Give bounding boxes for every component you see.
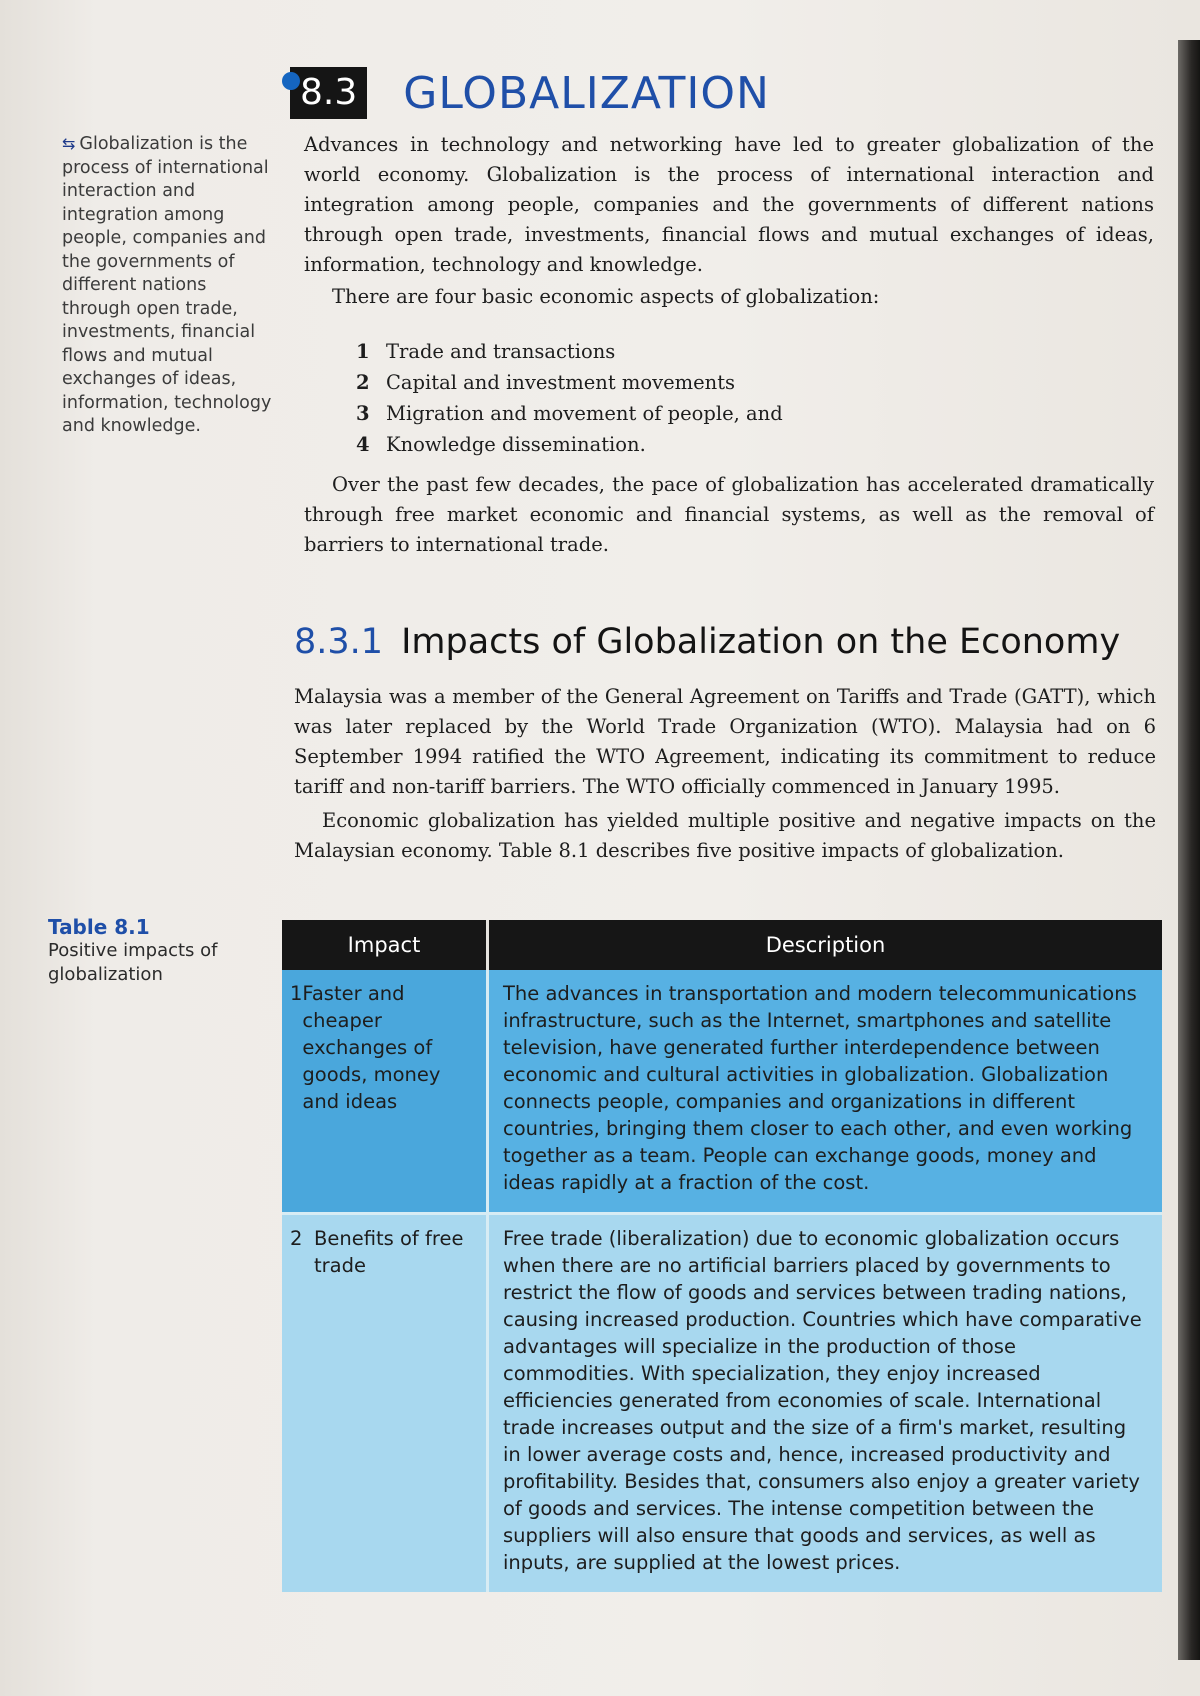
margin-note-text: Globalization is the process of international interaction and integration among people, companies and the governments of different nations through open trade, investments, financial flows and mutual exchanges of ideas, information, technology and knowledge.	[62, 134, 272, 436]
section-number: 8.3	[290, 67, 367, 119]
description-cell: The advances in transportation and modern telecommunications infrastructure, such as the Internet, smartphones and satellite television, have generated further interdependence between economic and cultural activities in globalization. Globalization connects people, companies and organizations in different countries, bringing them closer to each other, and even working together as a team. People can exchange goods, money and ideas rapidly at a fraction of the cost.	[489, 970, 1162, 1212]
impact-cell: 2 Benefits of free trade	[282, 1215, 489, 1592]
subsection-title: Impacts of Globalization on the Economy	[401, 622, 1121, 662]
bullet-dot-icon	[282, 72, 300, 90]
table-row	[282, 1212, 1162, 1592]
description-cell: Free trade (liberalization) due to economic globalization occurs when there are no artificial barriers placed by governments to restrict the flow of goods and services between trading nations, causing increased production. Countries which have comparative advantages will specialize in the production of those commodities. With specialization, they enjoy increased efficiencies generated from economies of scale. International trade increases output and the size of a firm's market, resulting in lower average costs and, hence, increased productivity and profitability. Besides that, consumers also enjoy a greater variety of goods and services. The intense competition between the suppliers will also ensure that goods and services, as well as inputs, are supplied at the lowest prices.	[503, 1227, 1142, 1574]
subsection-paragraph-2: Economic globalization has yielded multiple positive and negative impacts on the Malaysian economy. Table 8.1 describes five positive impacts of globalization.	[294, 809, 1156, 862]
table-header	[282, 920, 1162, 970]
table-caption	[48, 915, 258, 987]
list-item: 4 Knowledge dissemination.	[356, 433, 646, 456]
aspects-list	[356, 336, 783, 460]
header-impact: Impact	[282, 920, 489, 970]
table-description: Positive impacts of globalization	[48, 940, 218, 985]
list-item: 1 Trade and transactions	[356, 340, 616, 363]
subsection-heading	[294, 622, 1120, 662]
book-spine	[1178, 40, 1200, 1660]
table-row	[282, 970, 1162, 1212]
margin-note	[62, 132, 272, 439]
section-heading	[290, 58, 770, 128]
section-paragraph-1: Advances in technology and networking have led to greater globalization of the world economy. Globalization is the process of international interaction and integration among people, companies and the governments of different nations through open trade, investments, financial flows and mutual exchanges of ideas, information, technology and knowledge.	[304, 133, 1154, 276]
subsection-paragraph-1: Malaysia was a member of the General Agreement on Tariffs and Trade (GATT), which was later replaced by the World Trade Organization (WTO). Malaysia had on 6 September 1994 ratified the WTO Agreement, indicating its commitment to reduce tariff and non-tariff barriers. The WTO officially commenced in January 1995.	[294, 685, 1156, 798]
section-paragraph-2: There are four basic economic aspects of globalization:	[332, 285, 880, 308]
impacts-table	[282, 920, 1162, 1592]
arrows-icon: ⇆	[62, 134, 76, 153]
header-description: Description	[765, 933, 886, 957]
subsection-number: 8.3.1	[294, 622, 384, 662]
section-paragraph-3: Over the past few decades, the pace of globalization has accelerated dramatically through free market economic and financial systems, as well as the removal of barriers to international trade.	[304, 473, 1154, 556]
list-item: 3 Migration and movement of people, and	[356, 402, 783, 425]
table-label: Table 8.1	[48, 915, 150, 939]
list-item: 2 Capital and investment movements	[356, 371, 736, 394]
section-title: GLOBALIZATION	[403, 67, 770, 119]
impact-cell: 1 Faster and cheaper exchanges of goods, money and ideas	[282, 970, 489, 1212]
